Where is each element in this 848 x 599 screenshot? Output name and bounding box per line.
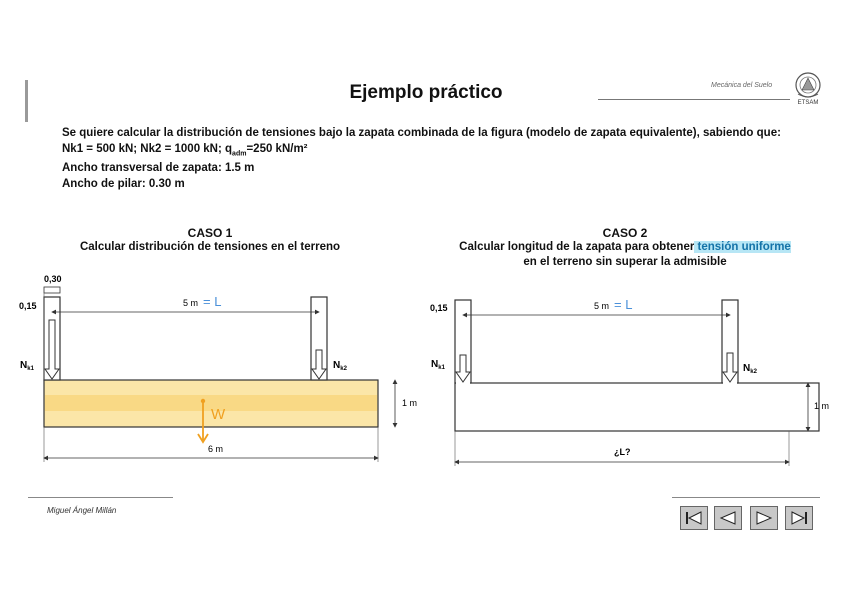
next-slide-button[interactable] bbox=[750, 506, 778, 530]
logo-text: ETSAM bbox=[797, 100, 819, 106]
previous-slide-button[interactable] bbox=[714, 506, 742, 530]
first-icon bbox=[684, 510, 704, 526]
next-icon bbox=[754, 510, 774, 526]
case2-description-line2: en el terreno sin superar la admisible bbox=[523, 256, 727, 268]
load-label-2b: $N_{k2}$ bbox=[743, 363, 757, 375]
case1-title: CASO 1 bbox=[187, 226, 233, 240]
span-note-2: = L bbox=[614, 297, 633, 312]
offset-label-2: 0,15 bbox=[430, 303, 448, 313]
school-logo-icon bbox=[790, 70, 826, 106]
footing-2 bbox=[455, 383, 819, 431]
case2-description: Calcular longitud de la zapata para obtener tensión uniforme bbox=[459, 241, 791, 253]
load-label-1: $N_{k1}$ bbox=[20, 360, 34, 372]
span-note: = L bbox=[203, 294, 222, 309]
statement-pillar: Ancho de pilar: 0.30 m bbox=[62, 177, 185, 190]
last-slide-button[interactable] bbox=[785, 506, 813, 530]
pillar-width-label: 0,30 bbox=[44, 274, 62, 284]
case2-diagram bbox=[428, 280, 848, 470]
span-label-2: 5 m bbox=[594, 301, 610, 311]
statement-line1: Se quiere calcular la distribución de tensiones bajo la zapata combinada de la figura (modelo de zapata equivalente), sabiendo que: bbox=[62, 127, 781, 139]
pillar-width-box bbox=[44, 287, 60, 293]
depth-label: 1 m bbox=[402, 398, 418, 408]
footer-rule-left bbox=[28, 497, 173, 498]
load-label-2a: $N_{k1}$ bbox=[431, 359, 445, 371]
load-label-2: $N_{k2}$ bbox=[333, 360, 347, 372]
page-title: Ejemplo práctico bbox=[349, 82, 503, 103]
first-slide-button[interactable] bbox=[680, 506, 708, 530]
previous-icon bbox=[718, 510, 738, 526]
offset-label: 0,15 bbox=[19, 301, 37, 311]
last-icon bbox=[789, 510, 809, 526]
case2-title: CASO 2 bbox=[602, 226, 648, 240]
subject-label: Mecánica del Suelo bbox=[711, 82, 773, 89]
span-label: 5 m bbox=[183, 298, 199, 308]
weight-note: W bbox=[211, 406, 226, 423]
problem-statement bbox=[62, 126, 792, 192]
depth-label-2: 1 m bbox=[814, 401, 830, 411]
case1-description: Calcular distribución de tensiones en el terreno bbox=[79, 241, 341, 253]
length-label-2: ¿L? bbox=[614, 447, 631, 457]
highlight-uniform: tensión uniforme bbox=[694, 241, 791, 253]
statement-loads: Nk1 = 500 kN; Nk2 = 1000 kN; $q_{adm}=250$ kN/m² bbox=[62, 142, 308, 157]
author-name: Miguel Ángel Millán bbox=[47, 506, 117, 515]
case2-heading bbox=[430, 226, 820, 270]
case1-diagram bbox=[0, 265, 430, 470]
header-rule bbox=[598, 99, 790, 100]
footer-rule-right bbox=[672, 497, 820, 498]
statement-width: Ancho transversal de zapata: 1.5 m bbox=[62, 162, 255, 175]
case1-heading bbox=[45, 226, 375, 255]
length-label: 6 m bbox=[208, 444, 224, 454]
